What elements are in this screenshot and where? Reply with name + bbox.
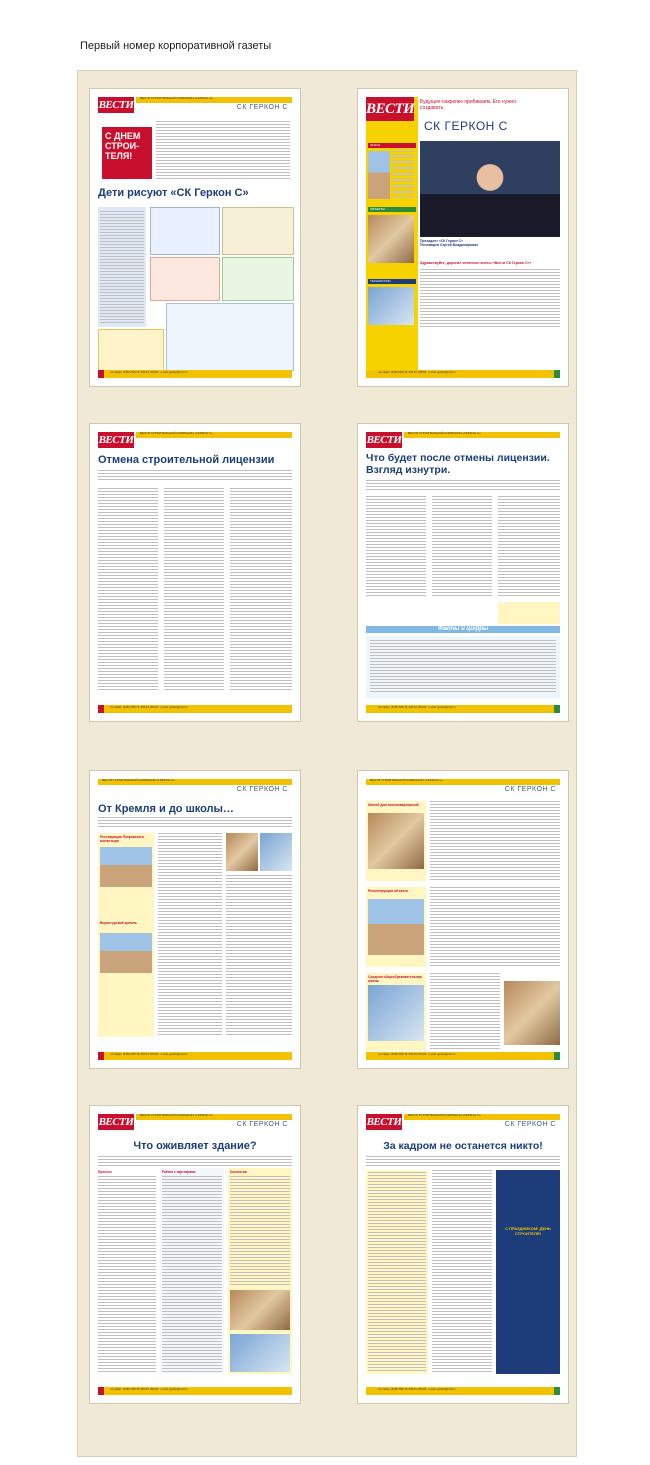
photo bbox=[368, 287, 414, 325]
headline: Дети рисуют «СК Геркон С» bbox=[98, 187, 249, 199]
top-bar: ВЕСТИ СТРОИТЕЛЬНОЙ КОМПАНИИ «ГЕРКОН С» bbox=[366, 779, 560, 785]
drawing bbox=[150, 207, 220, 255]
brand-name: СК ГЕРКОН С bbox=[504, 786, 556, 793]
facts-header: Факты и цифры bbox=[366, 626, 560, 633]
newspaper-page-6[interactable] bbox=[358, 771, 568, 1068]
intro-lines bbox=[156, 121, 290, 181]
newspaper-page-3[interactable] bbox=[90, 424, 300, 721]
object-title: Средняя общеобразовательная школа bbox=[368, 975, 422, 983]
newspaper-page-4[interactable] bbox=[358, 424, 568, 721]
column-2 bbox=[162, 1176, 222, 1372]
photo bbox=[226, 833, 258, 871]
brand-name: СК ГЕРКОН С bbox=[504, 1121, 556, 1128]
quote-box bbox=[498, 602, 560, 624]
footer: тел./факс: (3452) 505-79, 505-81, 505-82 · e-mail: gerkon@mail.ru bbox=[366, 1387, 560, 1395]
section-technology: ТЕХНОЛОГИИ bbox=[368, 279, 416, 284]
lead-lines bbox=[98, 817, 292, 827]
newspaper-page-5[interactable] bbox=[90, 771, 300, 1068]
text bbox=[430, 887, 560, 967]
column-2 bbox=[164, 488, 224, 690]
newspaper-page-7[interactable] bbox=[90, 1106, 300, 1403]
photo bbox=[230, 1334, 290, 1372]
column-2 bbox=[432, 496, 492, 598]
logo: ВЕСТИ bbox=[366, 97, 414, 121]
holiday-banner: С ДНЕМ СТРОИ-ТЕЛЯ! bbox=[102, 127, 152, 179]
column-3 bbox=[230, 488, 292, 690]
footer: тел./факс: (3452) 505-79, 505-81, 505-82 · e-mail: gerkon@mail.ru bbox=[98, 370, 292, 378]
brand-name: СК ГЕРКОН С bbox=[236, 104, 288, 111]
greeting: Здравствуйте, дорогие читатели газеты «Вести СК Геркон С»! bbox=[420, 261, 531, 265]
congrats-title: С ПРАЗДНИКОМ! ДЕНЬ СТРОИТЕЛЯ! bbox=[505, 1226, 551, 1236]
lead-lines bbox=[366, 480, 560, 490]
photo bbox=[368, 985, 424, 1041]
top-bar: ВЕСТИ СТРОИТЕЛЬНОЙ КОМПАНИИ «ГЕРКОН С» bbox=[404, 432, 560, 438]
lead-lines bbox=[366, 1156, 560, 1166]
footer: тел./факс: (3452) 505-79, 505-81, 505-82 · e-mail: gerkon@mail.ru bbox=[366, 370, 560, 378]
newspaper-page-8[interactable] bbox=[358, 1106, 568, 1403]
lead-lines bbox=[98, 470, 292, 482]
col-title: Проекты bbox=[98, 1170, 112, 1174]
brand-name: СК ГЕРКОН С bbox=[424, 119, 508, 133]
facts-lines bbox=[370, 640, 556, 694]
logo: ВЕСТИ bbox=[98, 1116, 134, 1128]
photo bbox=[504, 981, 560, 1045]
photo bbox=[368, 899, 424, 955]
object-title: Жилой дом многоквартирный bbox=[368, 803, 419, 807]
president-caption: Президент «СК Геркон С» Пономарев Сергей Владимирович bbox=[420, 239, 479, 247]
congrats-box bbox=[496, 1170, 560, 1374]
column-3 bbox=[230, 1176, 290, 1286]
drawing bbox=[150, 257, 220, 301]
top-bar: ВЕСТИ СТРОИТЕЛЬНОЙ КОМПАНИИ «ГЕРКОН С» bbox=[136, 97, 292, 103]
headline: Что оживляет здание? bbox=[133, 1140, 257, 1152]
object-title: Реставрация Покровского монастыря bbox=[100, 835, 144, 843]
brand-name: СК ГЕРКОН С bbox=[236, 786, 288, 793]
footer: тел./факс: (3452) 505-79, 505-81, 505-82 · e-mail: gerkon@mail.ru bbox=[366, 705, 560, 713]
column-3 bbox=[498, 496, 560, 598]
drawing bbox=[166, 303, 294, 371]
column-2 bbox=[158, 833, 222, 1037]
drawing bbox=[98, 329, 164, 371]
headline: Что будет после отмены лицензии. Взгляд изнутри. bbox=[366, 452, 550, 476]
logo: ВЕСТИ bbox=[366, 1116, 402, 1128]
col-title: Работа с партнерами bbox=[162, 1170, 196, 1174]
law-text bbox=[392, 151, 414, 199]
headline: Отмена строительной лицензии bbox=[98, 454, 275, 466]
page-title: Первый номер корпоративной газеты bbox=[80, 40, 272, 52]
section-objects: ОБЪЕКТЫ bbox=[368, 207, 416, 212]
logo: ВЕСТИ bbox=[366, 434, 402, 446]
column-1 bbox=[368, 1172, 426, 1372]
logo: ВЕСТИ bbox=[98, 434, 134, 446]
column-1 bbox=[98, 488, 158, 690]
photo bbox=[100, 847, 152, 887]
drawing bbox=[222, 207, 294, 255]
text bbox=[430, 801, 560, 881]
footer: тел./факс: (3452) 505-79, 505-81, 505-82 · e-mail: gerkon@mail.ru bbox=[98, 1052, 292, 1060]
photo bbox=[368, 813, 424, 869]
brand-name: СК ГЕРКОН С bbox=[236, 1121, 288, 1128]
photo bbox=[260, 833, 292, 871]
headline: От Кремля и до школы… bbox=[98, 803, 234, 815]
president-photo bbox=[420, 141, 560, 237]
photo bbox=[368, 151, 390, 199]
column-1 bbox=[98, 1176, 156, 1372]
object-title: Верхотурский кремль bbox=[100, 921, 137, 925]
lead-lines bbox=[98, 1156, 292, 1166]
greeting-text bbox=[420, 269, 560, 329]
newspaper-page-1[interactable] bbox=[90, 89, 300, 386]
object-title: Реконструкция объекта bbox=[368, 889, 408, 893]
col-title: Коллектив bbox=[230, 1170, 247, 1174]
photo bbox=[368, 215, 414, 263]
column-1 bbox=[366, 496, 426, 598]
gallery-frame bbox=[77, 70, 577, 1457]
top-bar: ВЕСТИ СТРОИТЕЛЬНОЙ КОМПАНИИ «ГЕРКОН С» bbox=[136, 1114, 292, 1120]
photo bbox=[100, 933, 152, 973]
drawing bbox=[222, 257, 294, 301]
logo: ВЕСТИ bbox=[98, 99, 134, 111]
newspaper-page-2[interactable] bbox=[358, 89, 568, 386]
top-bar: ВЕСТИ СТРОИТЕЛЬНОЙ КОМПАНИИ «ГЕРКОН С» bbox=[98, 779, 292, 785]
photo bbox=[230, 1290, 290, 1330]
slogan: Будущее накрепко прибиваем. Его нужно создавать bbox=[420, 99, 517, 111]
top-bar: ВЕСТИ СТРОИТЕЛЬНОЙ КОМПАНИИ «ГЕРКОН С» bbox=[404, 1114, 560, 1120]
column-2 bbox=[432, 1170, 492, 1374]
footer: тел./факс: (3452) 505-79, 505-81, 505-82 · e-mail: gerkon@mail.ru bbox=[98, 1387, 292, 1395]
top-bar: ВЕСТИ СТРОИТЕЛЬНОЙ КОМПАНИИ «ГЕРКОН С» bbox=[136, 432, 292, 438]
footer: тел./факс: (3452) 505-79, 505-81, 505-82 · e-mail: gerkon@mail.ru bbox=[98, 705, 292, 713]
text bbox=[430, 973, 500, 1051]
headline: За кадром не останется никто! bbox=[383, 1140, 543, 1152]
column-3 bbox=[226, 875, 292, 1037]
body-lines bbox=[100, 211, 144, 323]
section-law: ЗАКОН bbox=[368, 143, 416, 148]
footer: тел./факс: (3452) 505-79, 505-81, 505-82 · e-mail: gerkon@mail.ru bbox=[366, 1052, 560, 1060]
